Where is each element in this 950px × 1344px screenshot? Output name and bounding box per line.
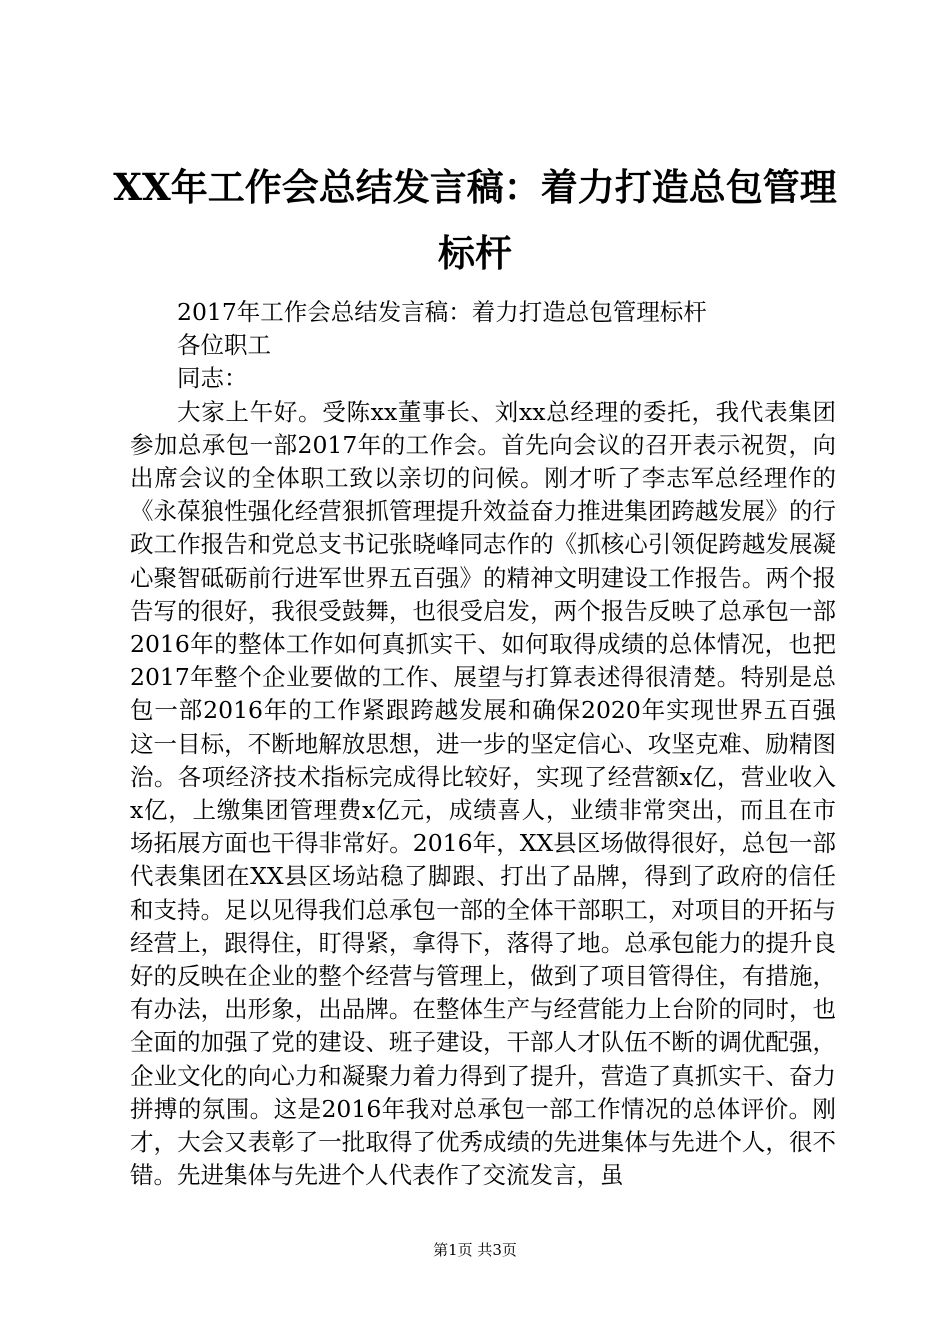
subtitle-line: 2017年工作会总结发言稿：着力打造总包管理标杆 [177,298,707,326]
document-body [130,296,836,1192]
document-title: XX年工作会总结发言稿：着力打造总包管理标杆 [113,165,837,275]
page-footer: 第1页 共3页 [433,1241,517,1259]
body-paragraph: 大家上午好。受陈xx董事长、刘xx总经理的委托，我代表集团参加总承包一部2017年的工作会。首先向会议的召开表示祝贺，向出席会议的全体职工致以亲切的问候。刚才听了李志军总经理作的《永葆狼性强化经营狠抓管理提升效益奋力推进集团跨越发展》的行政工作报告和党总支书记张晓峰同志作的《抓核心引领促跨越发展凝心聚智砥砺前行进军世界五百强》的精神文明建设工作报告。两个报告写的很好，我很受鼓舞，也很受启发，两个报告反映了总承包一部2016年的整体工作如何真抓实干、如何取得成绩的总体情况，也把2017年整个企业要做的工作、展望与打算表述得很清楚。特别是总包一部2016年的工作紧跟跨越发展和确保2020年实现世界五百强这一目标，不断地解放思想，进一步的坚定信心、攻坚克难、励精图治。各项经济技术指标完成得比较好，实现了经营额x亿，营业收入x亿，上缴集团管理费x亿元，成绩喜人，业绩非常突出，而且在市场拓展方面也干得非常好。2016年，XX县区场做得很好，总包一部代表集团在XX县区场站稳了脚跟、打出了品牌，得到了政府的信任和支持。足以见得我们总承包一部的全体干部职工，对项目的开拓与经营上，跟得住，盯得紧，拿得下，落得了地。总承包能力的提升良好的反映在企业的整个经营与管理上，做到了项目管得住，有措施，有办法，出形象，出品牌。在整体生产与经营能力上台阶的同时，也全面的加强了党的建设、班子建设，干部人才队伍不断的调优配强，企业文化的向心力和凝聚力着力得到了提升，营造了真抓实干、奋力拼搏的氛围。这是2016年我对总承包一部工作情况的总体评价。刚才，大会又表彰了一批取得了优秀成绩的先进集体与先进个人，很不错。先进集体与先进个人代表作了交流发言，虽 [130,397,836,1190]
salutation-line-1: 各位职工 [177,331,271,360]
salutation-line-2: 同志： [177,364,248,393]
